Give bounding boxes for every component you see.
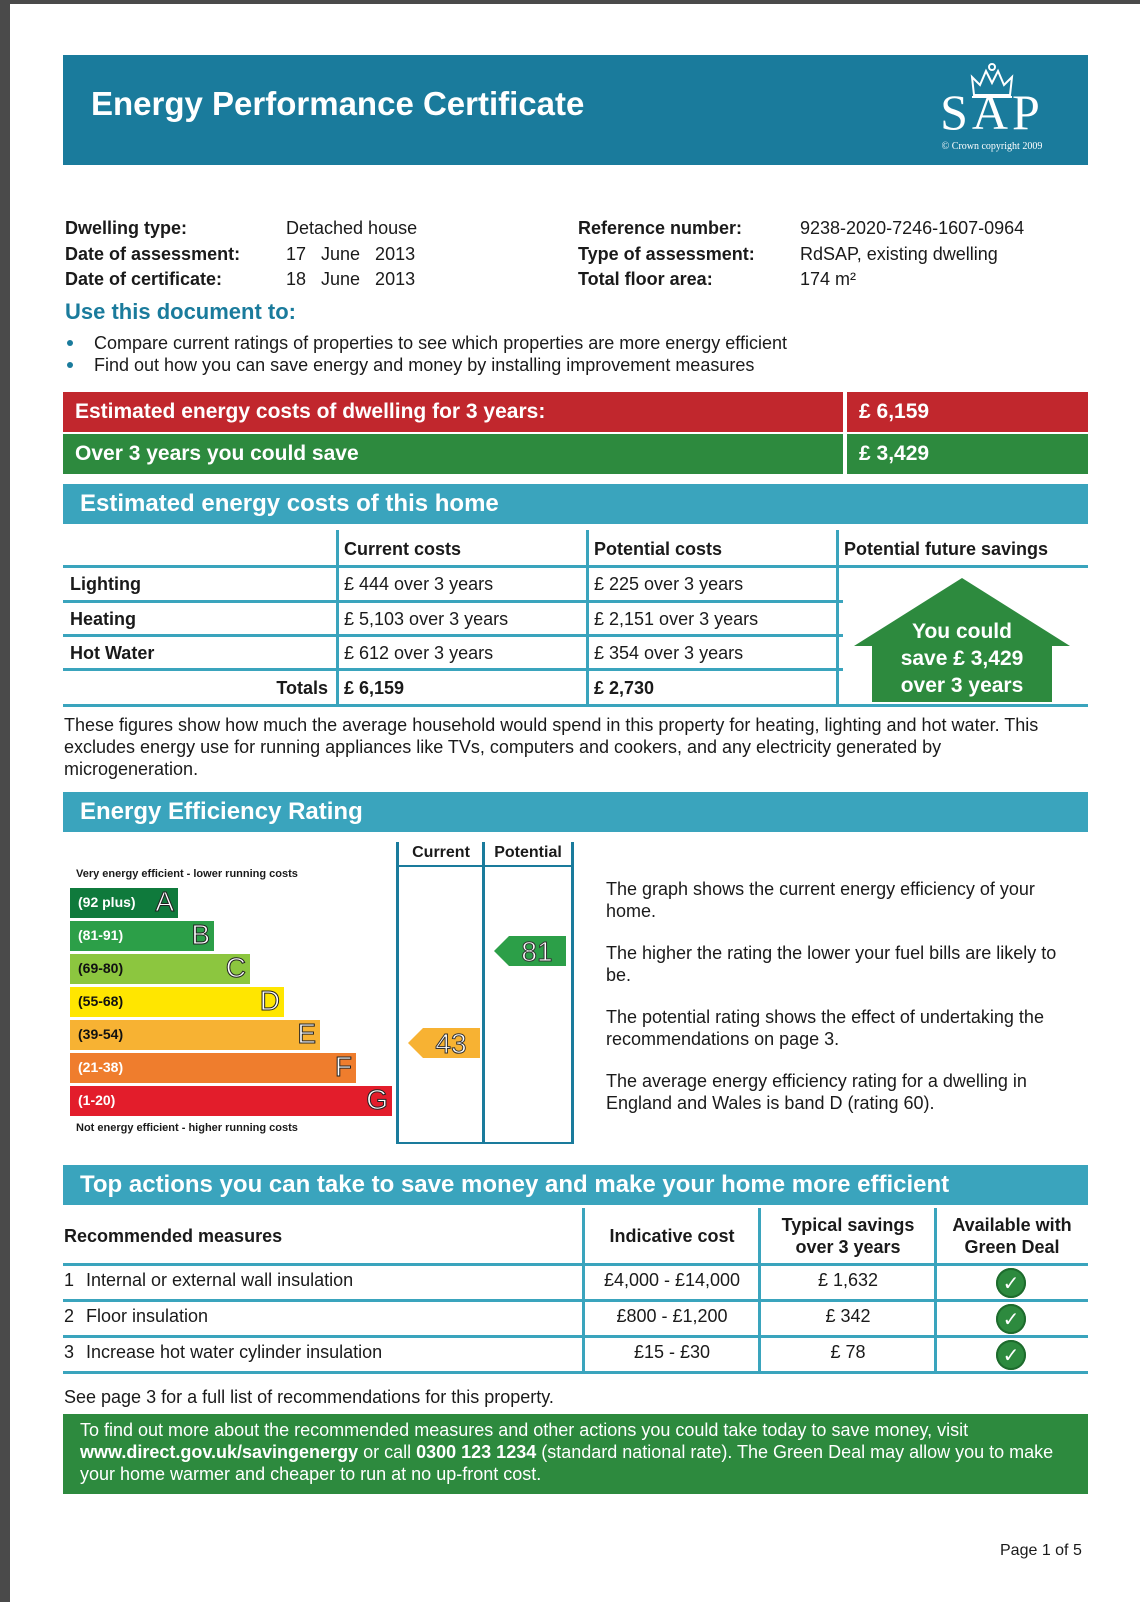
hot-water-potential: £ 354 over 3 years	[594, 643, 744, 663]
page-title: Energy Performance Certificate	[91, 85, 585, 122]
info-text-2: or call	[358, 1442, 417, 1462]
actions-heading-bar	[63, 1165, 1088, 1205]
type-assessment-value: RdSAP, existing dwelling	[800, 244, 998, 264]
rating-vrule	[571, 842, 574, 1144]
reference-value: 9238-2020-7246-1607-0964	[800, 218, 1025, 238]
band-range: (92 plus)	[78, 894, 136, 910]
action-number: 1	[64, 1270, 75, 1290]
header-banner	[63, 55, 1088, 165]
rating-explain-1: The graph shows the current energy efficiency of your home.	[606, 879, 1035, 921]
save-label: Over 3 years you could save	[75, 442, 359, 465]
floor-area-label: Total floor area:	[578, 269, 713, 289]
dwelling-type-label: Dwelling type:	[65, 218, 188, 238]
col-measures: Recommended measures	[64, 1226, 283, 1246]
dwelling-type-value: Detached house	[286, 218, 418, 238]
totals-potential: £ 2,730	[594, 678, 655, 698]
table-rule	[63, 634, 843, 637]
col-green-deal	[936, 1214, 1088, 1258]
col-typical-savings-line1: Typical savings	[781, 1215, 915, 1235]
col-potential-costs: Potential costs	[594, 539, 723, 559]
type-assessment-label: Type of assessment:	[578, 244, 755, 264]
use-bullet-1: Compare current ratings of properties to see which properties are more energy efficient	[94, 333, 788, 353]
band-letter: E	[297, 1018, 316, 1049]
logo-copyright: © Crown copyright 2009	[941, 141, 1043, 152]
bullet-icon	[67, 340, 73, 346]
action-cost: £4,000 - £14,000	[603, 1270, 741, 1290]
rating-vrule	[396, 842, 399, 1144]
col-green-deal-line2: Green Deal	[964, 1237, 1060, 1257]
rating-explain-4: The average energy efficiency rating for a dwelling in England and Wales is band D (rating 60).	[606, 1071, 1027, 1113]
action-number: 2	[64, 1306, 75, 1326]
house-line-1: You could	[912, 620, 1012, 643]
rating-explain-2: The higher the rating the lower your fuel bills are likely to be.	[606, 943, 1057, 985]
hot-water-current: £ 612 over 3 years	[344, 643, 494, 663]
rating-rule	[396, 1142, 574, 1144]
bullet-icon	[67, 362, 73, 368]
estimated-cost-value: £ 6,159	[859, 400, 930, 423]
action-measure: Internal or external wall insulation	[86, 1270, 354, 1290]
band-range: (39-54)	[78, 1026, 124, 1042]
col-typical-savings-line2: over 3 years	[795, 1237, 901, 1257]
action-measure: Floor insulation	[86, 1306, 209, 1326]
savings-house-text	[872, 618, 1052, 699]
col-current-costs: Current costs	[344, 539, 462, 559]
col-indicative-cost: Indicative cost	[609, 1226, 735, 1246]
rating-heading-bar	[63, 792, 1088, 832]
action-cost: £15 - £30	[633, 1342, 711, 1362]
row-label-heating: Heating	[70, 609, 137, 629]
rating-explain-3: The potential rating shows the effect of undertaking the recommendations on page 3.	[606, 1007, 1044, 1049]
info-text-1: To find out more about the recommended measures and other actions you could take today to save money, visit	[80, 1420, 969, 1440]
costs-note: These figures show how much the average household would spend in this property for heating, lighting and hot water. This excludes energy use for running appliances like TVs, computers and cookers, and any electricity generated by microgeneration.	[64, 715, 1039, 779]
band-letter: A	[155, 886, 174, 917]
estimated-cost-value-box	[847, 392, 1088, 432]
sap-letters: SAP	[940, 84, 1044, 140]
action-saving: £ 78	[830, 1342, 866, 1362]
row-label-lighting: Lighting	[70, 574, 141, 594]
date-assessment-label: Date of assessment:	[65, 244, 241, 264]
rating-band-c	[70, 954, 250, 984]
sap-logo	[922, 61, 1062, 155]
rating-band-f	[70, 1053, 356, 1083]
action-saving: £ 1,632	[817, 1270, 879, 1290]
band-letter: F	[334, 1051, 352, 1082]
info-text-3: (standard national rate). The Green Deal may allow you to make your home warmer and cheaper to run at no up-front cost.	[80, 1442, 1054, 1484]
certificate-page	[10, 4, 1140, 1602]
house-line-3: over 3 years	[900, 674, 1024, 697]
band-range: (55-68)	[78, 993, 124, 1009]
row-label-hot-water: Hot Water	[70, 643, 155, 663]
band-letter: C	[225, 952, 246, 983]
date-certificate-value: 18 June 2013	[286, 269, 416, 289]
floor-area-value: 174 m²	[800, 269, 857, 289]
lighting-current: £ 444 over 3 years	[344, 574, 494, 594]
rating-heading: Energy Efficiency Rating	[80, 798, 363, 825]
costs-heading-bar	[63, 484, 1088, 524]
potential-rating-value: 81	[521, 936, 553, 967]
rating-bottom-note: Not energy efficient - higher running costs	[76, 1122, 298, 1134]
heating-potential: £ 2,151 over 3 years	[594, 609, 759, 629]
action-measure: Increase hot water cylinder insulation	[86, 1342, 383, 1362]
band-range: (81-91)	[78, 927, 124, 943]
table-vrule	[836, 530, 839, 706]
table-rule	[63, 600, 843, 603]
totals-current: £ 6,159	[344, 678, 405, 698]
action-number: 3	[64, 1342, 75, 1362]
action-saving: £ 342	[825, 1306, 871, 1326]
estimated-cost-label: Estimated energy costs of dwelling for 3 years:	[75, 400, 546, 423]
use-bullet-2: Find out how you can save energy and money by installing improvement measures	[94, 355, 755, 375]
save-value-box	[847, 434, 1088, 474]
house-line-2: save £ 3,429	[900, 647, 1024, 670]
rating-band-b	[70, 921, 214, 951]
actions-heading: Top actions you can take to save money and make your home more efficient	[80, 1171, 950, 1198]
use-document-heading: Use this document to:	[65, 299, 297, 324]
rating-band-a	[70, 888, 178, 918]
green-deal-check-icon: ✓	[996, 1340, 1026, 1370]
table-rule	[63, 704, 1088, 707]
info-phone: 0300 123 1234	[416, 1442, 537, 1462]
date-assessment-value: 17 June 2013	[286, 244, 416, 264]
totals-label: Totals	[276, 678, 328, 698]
rating-band-d	[70, 987, 284, 1017]
info-box	[63, 1414, 1088, 1494]
costs-heading: Estimated energy costs of this home	[80, 490, 499, 517]
see-page-note: See page 3 for a full list of recommendations for this property.	[64, 1387, 554, 1407]
band-letter: G	[366, 1084, 388, 1115]
date-certificate-label: Date of certificate:	[65, 269, 223, 289]
band-range: (69-80)	[78, 960, 124, 976]
current-rating-value: 43	[435, 1028, 467, 1059]
table-rule	[63, 668, 843, 671]
band-range: (1-20)	[78, 1092, 116, 1108]
col-potential: Potential	[494, 844, 562, 861]
rating-band-g	[70, 1086, 392, 1116]
rating-band-e	[70, 1020, 320, 1050]
save-value: £ 3,429	[859, 442, 930, 465]
reference-label: Reference number:	[578, 218, 743, 238]
green-deal-check-icon: ✓	[996, 1304, 1026, 1334]
lighting-potential: £ 225 over 3 years	[594, 574, 744, 594]
heating-current: £ 5,103 over 3 years	[344, 609, 509, 629]
band-letter: B	[191, 919, 210, 950]
table-vrule	[586, 530, 589, 706]
rating-vrule	[482, 842, 485, 1144]
table-vrule	[336, 530, 339, 706]
col-green-deal-line1: Available with	[952, 1215, 1072, 1235]
band-range: (21-38)	[78, 1059, 124, 1075]
page-number: Page 1 of 5	[1000, 1542, 1082, 1559]
info-text	[80, 1419, 1070, 1485]
rating-rule	[396, 865, 574, 867]
save-bar	[63, 434, 843, 474]
col-typical-savings	[760, 1214, 936, 1258]
green-deal-check-icon: ✓	[996, 1268, 1026, 1298]
col-current: Current	[412, 844, 470, 861]
band-letter: D	[259, 985, 280, 1016]
action-cost: £800 - £1,200	[616, 1306, 728, 1326]
estimated-cost-bar	[63, 392, 843, 432]
info-url-link[interactable]: www.direct.gov.uk/savingenergy	[80, 1442, 359, 1462]
rating-top-note: Very energy efficient - lower running costs	[76, 868, 298, 880]
col-potential-savings: Potential future savings	[844, 539, 1049, 559]
table-rule	[63, 565, 1088, 568]
